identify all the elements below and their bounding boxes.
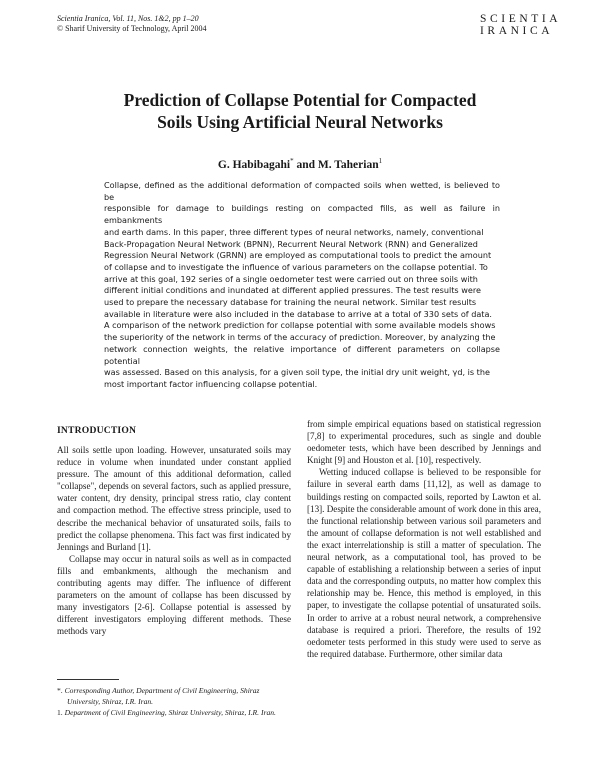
author-line xyxy=(40,157,560,171)
abstract-line: Regression Neural Network (GRNN) are employed as computational tools to predict the amount xyxy=(104,250,492,261)
footnote-1 xyxy=(57,686,291,707)
logo-line-1: SCIENTIA xyxy=(480,13,562,25)
footnote-1-text: Corresponding Author, Department of Civil Engineering, Shiraz University, Shiraz, I.R. Iran. xyxy=(64,686,260,706)
abstract-line: most important factor influencing collapse potential. xyxy=(104,378,318,389)
body-paragraph: from simple empirical equations based on statistical regression [7,8] to experimental procedures, such as single and double oedometer tests, which have been described by Jennings and Knight [9] and Houston et al. [10], respectively. xyxy=(307,419,541,466)
footnote-2-text: Department of Civil Engineering, Shiraz University, Shiraz, I.R. Iran. xyxy=(64,708,276,717)
title-line-2: Soils Using Artificial Neural Networks xyxy=(157,112,443,132)
abstract-line: the superiority of the network in terms of the accuracy of prediction. Moreover, by analyzing the xyxy=(104,332,496,343)
abstract-line: A comparison of the network prediction for collapse potential with some available models shows xyxy=(104,320,496,331)
paper-title xyxy=(40,89,560,133)
title-line-1: Prediction of Collapse Potential for Compacted xyxy=(123,90,477,110)
author-join: and xyxy=(293,158,318,171)
author-1: G. Habibagahi xyxy=(217,158,291,171)
body-paragraph: All soils settle upon loading. However, unsaturated soils may reduce in volume when inundated under constant applied pressure. The amount of this additional deformation, called "collapse", depends on several factors, such as applied pressure, water content, dry density, principal stress ratio, clay content and compaction method. The effective stress principle, used to describe the mechanical behavior of unsaturated soils, fails to predict the collapse phenomena. This fact was first indicated by Jennings and Burland [1]. xyxy=(57,445,291,552)
abstract-line: arrive at this goal, 192 series of a single oedometer test were carried out on three soils with xyxy=(104,273,478,284)
footnote-2-mark: 1. xyxy=(57,708,63,717)
abstract-line: responsible for damage to buildings resting on compacted fills, as well as failure in embankments xyxy=(104,203,500,226)
left-column xyxy=(57,444,291,638)
author-1-mark: * xyxy=(290,157,294,165)
author-2: M. Taherian xyxy=(317,158,379,171)
abstract-line: Collapse, defined as the additional deformation of compacted soils when wetted, is believed to be xyxy=(104,180,500,202)
abstract xyxy=(104,180,500,391)
footnote-1-mark: *. xyxy=(57,686,63,695)
right-column xyxy=(307,418,541,660)
abstract-line: used to prepare the necessary database for training the neural network. Similar test results xyxy=(104,297,477,308)
abstract-line: network connection weights, the relative importance of different parameters on collapse potential xyxy=(104,343,500,366)
footnotes xyxy=(57,686,291,720)
journal-logo xyxy=(480,13,562,37)
logo-line-2: IRANICA xyxy=(480,25,554,37)
section-heading-introduction: INTRODUCTION xyxy=(57,425,137,436)
abstract-line: different initial conditions and inundated at different applied pressures. The test results were xyxy=(104,285,481,296)
footnote-2 xyxy=(57,708,291,719)
abstract-line: was assessed. Based on this analysis, for a given soil type, the initial dry unit weight, γd, is the xyxy=(104,367,490,378)
running-header xyxy=(57,14,207,34)
abstract-line: and earth dams. In this paper, three different types of neural networks, namely, conventional xyxy=(104,226,484,237)
copyright-notice: © Sharif University of Technology, April 2004 xyxy=(57,24,207,33)
abstract-line: of collapse and to investigate the influence of various parameters on the collapse potential. To xyxy=(104,261,488,272)
body-paragraph: Collapse may occur in natural soils as well as in compacted fills and embankments, although the mechanism and contributing agents may differ. The influence of different parameters on the amount of collapse has been discussed by many investigators [2-6]. Collapse potential is assessed by different investigators employing different methods. These methods vary xyxy=(57,553,291,637)
journal-citation: Scientia Iranica, Vol. 11, Nos. 1&2, pp 1–20 xyxy=(57,14,199,23)
abstract-line: Back-Propagation Neural Network (BPNN), Recurrent Neural Network (RNN) and Generalized xyxy=(104,238,478,249)
abstract-line: available in literature were also included in the database to arrive at a total of 330 sets of data. xyxy=(104,308,493,319)
footnote-divider xyxy=(57,679,119,680)
author-2-mark: 1 xyxy=(378,157,383,165)
body-paragraph: Wetting induced collapse is believed to be responsible for failure in several earth dams [11,12], as well as damage to buildings resting on compacted soils, reported by Lawton et al. [13]. Despite the considerable amount of work done in this area, the functional relationship between various soil parameters and the amount of collapse deformation is not well established and the exact interrelationship is still a matter of speculation. The neural network, as a computational tool, has proved to be capable of establishing a relationship between a series of input data and the corresponding outputs, no matter how complex this relationship may be. Hence, this method is employed, in this paper, to investigate the collapse potential of unsaturated soils. In order to arrive at a robust neural network, a comprehensive database is required a priori. Therefore, the results of 192 oedometer tests performed in this study were used to serve as the required database. Furthermore, other similar data xyxy=(307,467,541,659)
